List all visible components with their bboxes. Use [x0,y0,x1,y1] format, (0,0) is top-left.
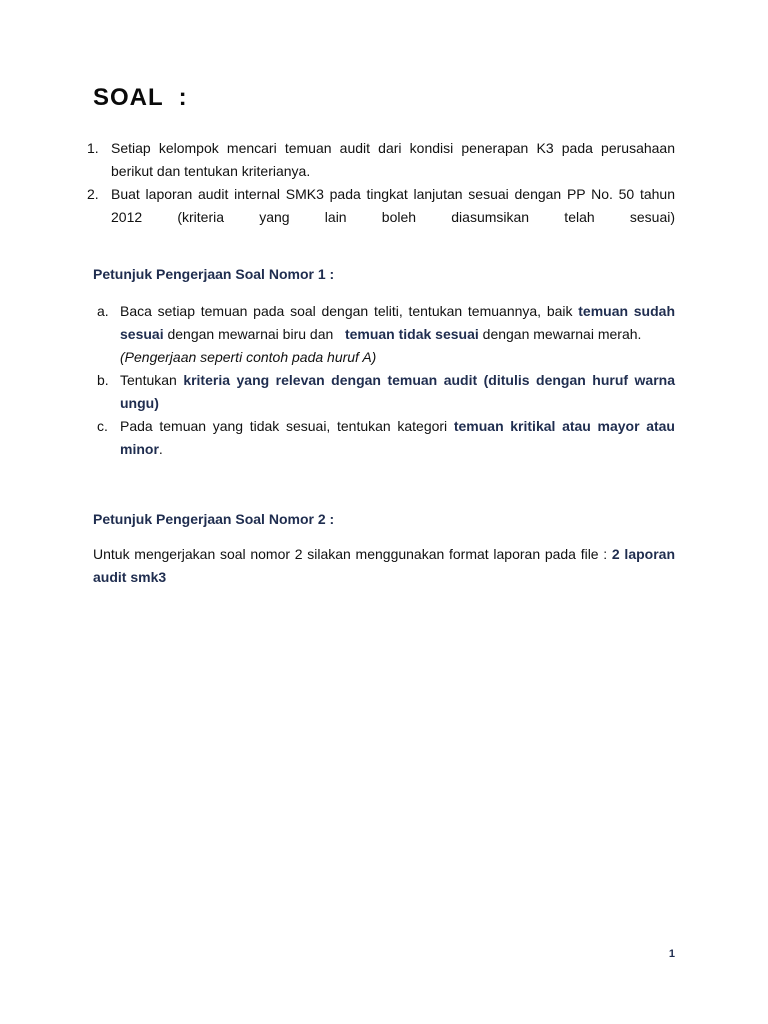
item-italic-note: (Pengerjaan seperti contoh pada huruf A) [120,349,377,365]
item-text: Pada temuan yang tidak sesuai, tentukan kategori [120,418,454,434]
item-text: dengan mewarnai biru dan [163,326,345,342]
petunjuk-1-list [93,300,675,461]
soal-list [84,137,675,229]
item-letter: b. [97,372,109,388]
petunjuk-2-text [93,543,675,589]
item-letter: c. [97,418,108,434]
petunjuk-2-body: Untuk mengerjakan soal nomor 2 silakan menggunakan format laporan pada file : [93,546,612,562]
soal-number: 2. [87,186,99,202]
petunjuk-item-c [93,415,675,461]
soal-item-1 [84,137,675,183]
soal-item-2 [84,183,675,229]
soal-text-line2: 2012 (kriteria yang lain boleh diasumsikan telah sesuai) [111,209,675,225]
petunjuk-item-b [93,369,675,415]
item-text: . [158,441,163,457]
item-text: dengan mewarnai merah. [478,326,642,342]
petunjuk-2-heading: Petunjuk Pengerjaan Soal Nomor 2 : [93,511,335,527]
item-text: Baca setiap temuan pada soal dengan teliti, tentukan temuannya, baik [120,303,579,319]
page-number: 1 [668,948,675,960]
item-bold-text: temuan kritikal atau mayor atau minor [120,418,675,457]
petunjuk-item-a [93,300,675,369]
item-text: Tentukan [120,372,184,388]
soal-text: Setiap kelompok mencari temuan audit dari kondisi penerapan K3 pada perusahaan berikut dan tentukan kriterianya. [111,140,675,179]
soal-number: 1. [87,140,99,156]
item-bold-text: kriteria yang relevan dengan temuan audit (ditulis dengan huruf warna ungu) [120,372,675,411]
petunjuk-2-file-name: 2 laporan audit smk3 [93,546,675,585]
petunjuk-1-heading: Petunjuk Pengerjaan Soal Nomor 1 : [93,266,335,282]
page-title: SOAL : [93,84,188,111]
item-bold-text: temuan tidak sesuai [344,326,479,342]
item-bold-text: temuan sudah sesuai [120,303,676,342]
item-letter: a. [97,303,109,319]
soal-text-line1: Buat laporan audit internal SMK3 pada tingkat lanjutan sesuai dengan PP No. 50 tahun [111,186,675,202]
